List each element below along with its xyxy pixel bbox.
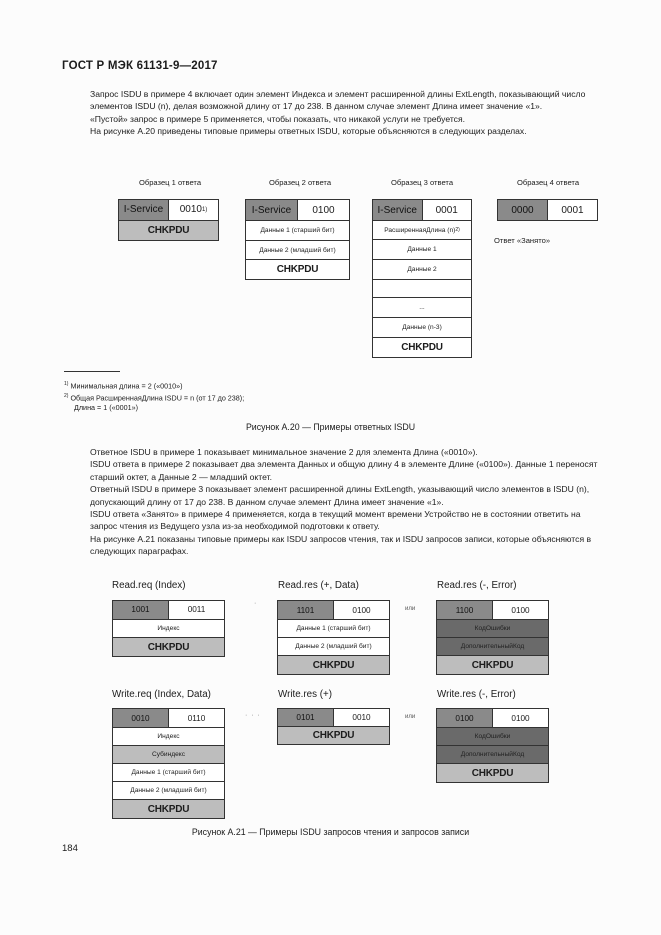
additional-code-cell: ДополнительныйКод [437,638,548,655]
data1-cell: Данные 1 (старший бит) [260,227,335,234]
length-cell: 0100 [492,601,548,619]
chkpdu-cell: CHKPDU [401,342,443,353]
chkpdu-cell: CHKPDU [276,264,319,275]
iservice-cell: 1100 [437,601,492,619]
empty-cell [373,280,471,297]
additional-code-cell: ДополнительныйКод [437,746,548,763]
paragraph: «Пустой» запрос в примере 5 применяется, чтобы показать, что никакой услуги не требуется. [90,113,466,124]
sample1-frame [118,199,219,241]
footnote-3: Длина = 1 («0001») [74,403,138,412]
paragraph: На рисунке А.21 показаны типовые примеры как ISDU запросов чтения, так и ISDU запросов записи, которые объясняются в следующих параграфах. [90,533,592,557]
length-cell: 0001 [547,200,597,220]
length-cell: 0100 [297,200,349,220]
sample3-frame [372,199,472,358]
iservice-cell: 1101 [278,601,333,619]
read-res-err-title: Read.res (-, Error) [437,580,517,591]
iservice-cell: I-Service [373,200,422,220]
data1-cell: Данные 1 (старший бит) [296,625,371,632]
paragraph: Запрос ISDU в примере 4 включает один элемент Индекса и элемент расширенной длины ExtLength, показывающий число элементов ISDU (n), делая возможной длину от 17 до 238. В данном случае элемент Длина имеет значение «1». [90,89,586,112]
mid-paragraphs [90,446,600,558]
write-res-err-frame [436,708,549,783]
read-res-ok-title: Read.res (+, Data) [278,580,359,591]
ellipsis-cell: ... [419,304,425,311]
extlength-cell: РасширеннаяДлина (n) 2) [384,226,460,234]
datan-cell: Данные (n-3) [402,324,442,331]
write-req-title: Write.req (Index, Data) [112,689,211,700]
footnote-1: $^{1)}$ Минимальная длина = 2 («0010») [64,381,183,391]
write-req-frame [112,708,225,819]
read-res-err-frame [436,600,549,675]
sample2-title: Образец 2 ответа [268,178,332,187]
length-cell: 0001 [422,200,472,220]
length-cell: 0100 [492,709,548,727]
length-cell: 0010 [333,709,389,726]
error-code-cell: КодОшибки [437,620,548,637]
length-cell: 0010 1) [168,200,218,220]
top-paragraphs [90,88,600,138]
error-code-cell: КодОшибки [437,728,548,745]
data1-cell: Данные 1 (старший бит) [131,769,206,776]
length-cell: 0110 [168,709,224,727]
or-label: или [405,606,416,612]
paragraph: ISDU ответа в примере 2 показывает два элемента Данных и общую длину 4 в элементе Длине («0100»). Данные 1 переносят старший октет, а Данные 2 — младший октет. [90,459,598,482]
length-cell: 0100 [333,601,389,619]
write-res-err-title: Write.res (-, Error) [437,689,516,700]
paragraph: Ответный ISDU в примере 3 показывает элемент расширенной длины ExtLength, указывающий число элементов в ISDU (n), допускающий длину от 17 до 238. В данном случае элемент Длина имеет значение «1». [90,484,590,507]
busy-note: Ответ «Занято» [494,236,551,245]
read-res-ok-frame [277,600,390,675]
spacer-dots: · [254,600,258,607]
page-number: 184 [62,843,78,854]
sample1-title: Образец 1 ответа [138,178,202,187]
sample3-title: Образец 3 ответа [390,178,454,187]
spacer-dots: · · · [245,712,261,719]
busy-iservice-cell: 0000 [498,200,547,220]
write-res-ok-title: Write.res (+) [278,689,332,700]
data2-cell: Данные 2 [407,266,437,273]
iservice-cell: 0101 [278,709,333,726]
iservice-cell: 0100 [437,709,492,727]
footnote-rule [64,371,120,372]
data1-cell: Данные 1 [407,246,437,253]
sample2-frame [245,199,350,280]
subindex-cell: Субиндекс [113,746,224,763]
data2-cell: Данные 2 (младший бит) [295,643,372,650]
iservice-cell: 0010 [113,709,168,727]
footnote-2: $^{2)}$ Общая РасширеннаяДлина ISDU = n (от 17 до 238); [64,393,245,403]
iservice-cell: I-Service [119,200,168,220]
chkpdu-cell: CHKPDU [437,656,548,674]
length-cell: 0011 [168,601,224,619]
iservice-cell: I-Service [246,200,297,220]
index-cell: Индекс [157,733,180,740]
chkpdu-cell: CHKPDU [437,764,548,782]
sample4-frame [497,199,598,221]
chkpdu-cell: CHKPDU [119,221,218,241]
read-req-title: Read.req (Index) [112,580,186,591]
paragraph: Ответное ISDU в примере 1 показывает минимальное значение 2 для элемента Длина («0010»). [90,447,478,457]
figure-caption-a21: Рисунок А.21 — Примеры ISDU запросов чтения и запросов записи [191,827,470,837]
sample4-title: Образец 4 ответа [516,178,580,187]
chkpdu-cell: CHKPDU [113,638,224,656]
paragraph: ISDU ответа «Занято» в примере 4 применяется, когда в текущий момент времени Устройство не в состоянии ответить на запрос чтения из Ведущего узла из-за необходимой подготовки к ответу. [90,509,581,532]
chkpdu-cell: CHKPDU [278,656,389,674]
write-res-ok-frame [277,708,390,745]
index-cell: Индекс [157,625,180,632]
chkpdu-cell: CHKPDU [278,727,389,744]
or-label: или [405,714,416,720]
figure-caption-a20: Рисунок А.20 — Примеры ответных ISDU [245,422,416,432]
read-req-frame [112,600,225,657]
paragraph: На рисунке А.20 приведены типовые примеры ответных ISDU, которые объясняются в следующих разделах. [90,126,527,137]
data2-cell: Данные 2 (младший бит) [259,246,336,254]
iservice-cell: 1001 [113,601,168,619]
data2-cell: Данные 2 (младший бит) [130,787,207,794]
chkpdu-cell: CHKPDU [113,800,224,818]
page-header: ГОСТ Р МЭК 61131-9—2017 [62,60,218,72]
